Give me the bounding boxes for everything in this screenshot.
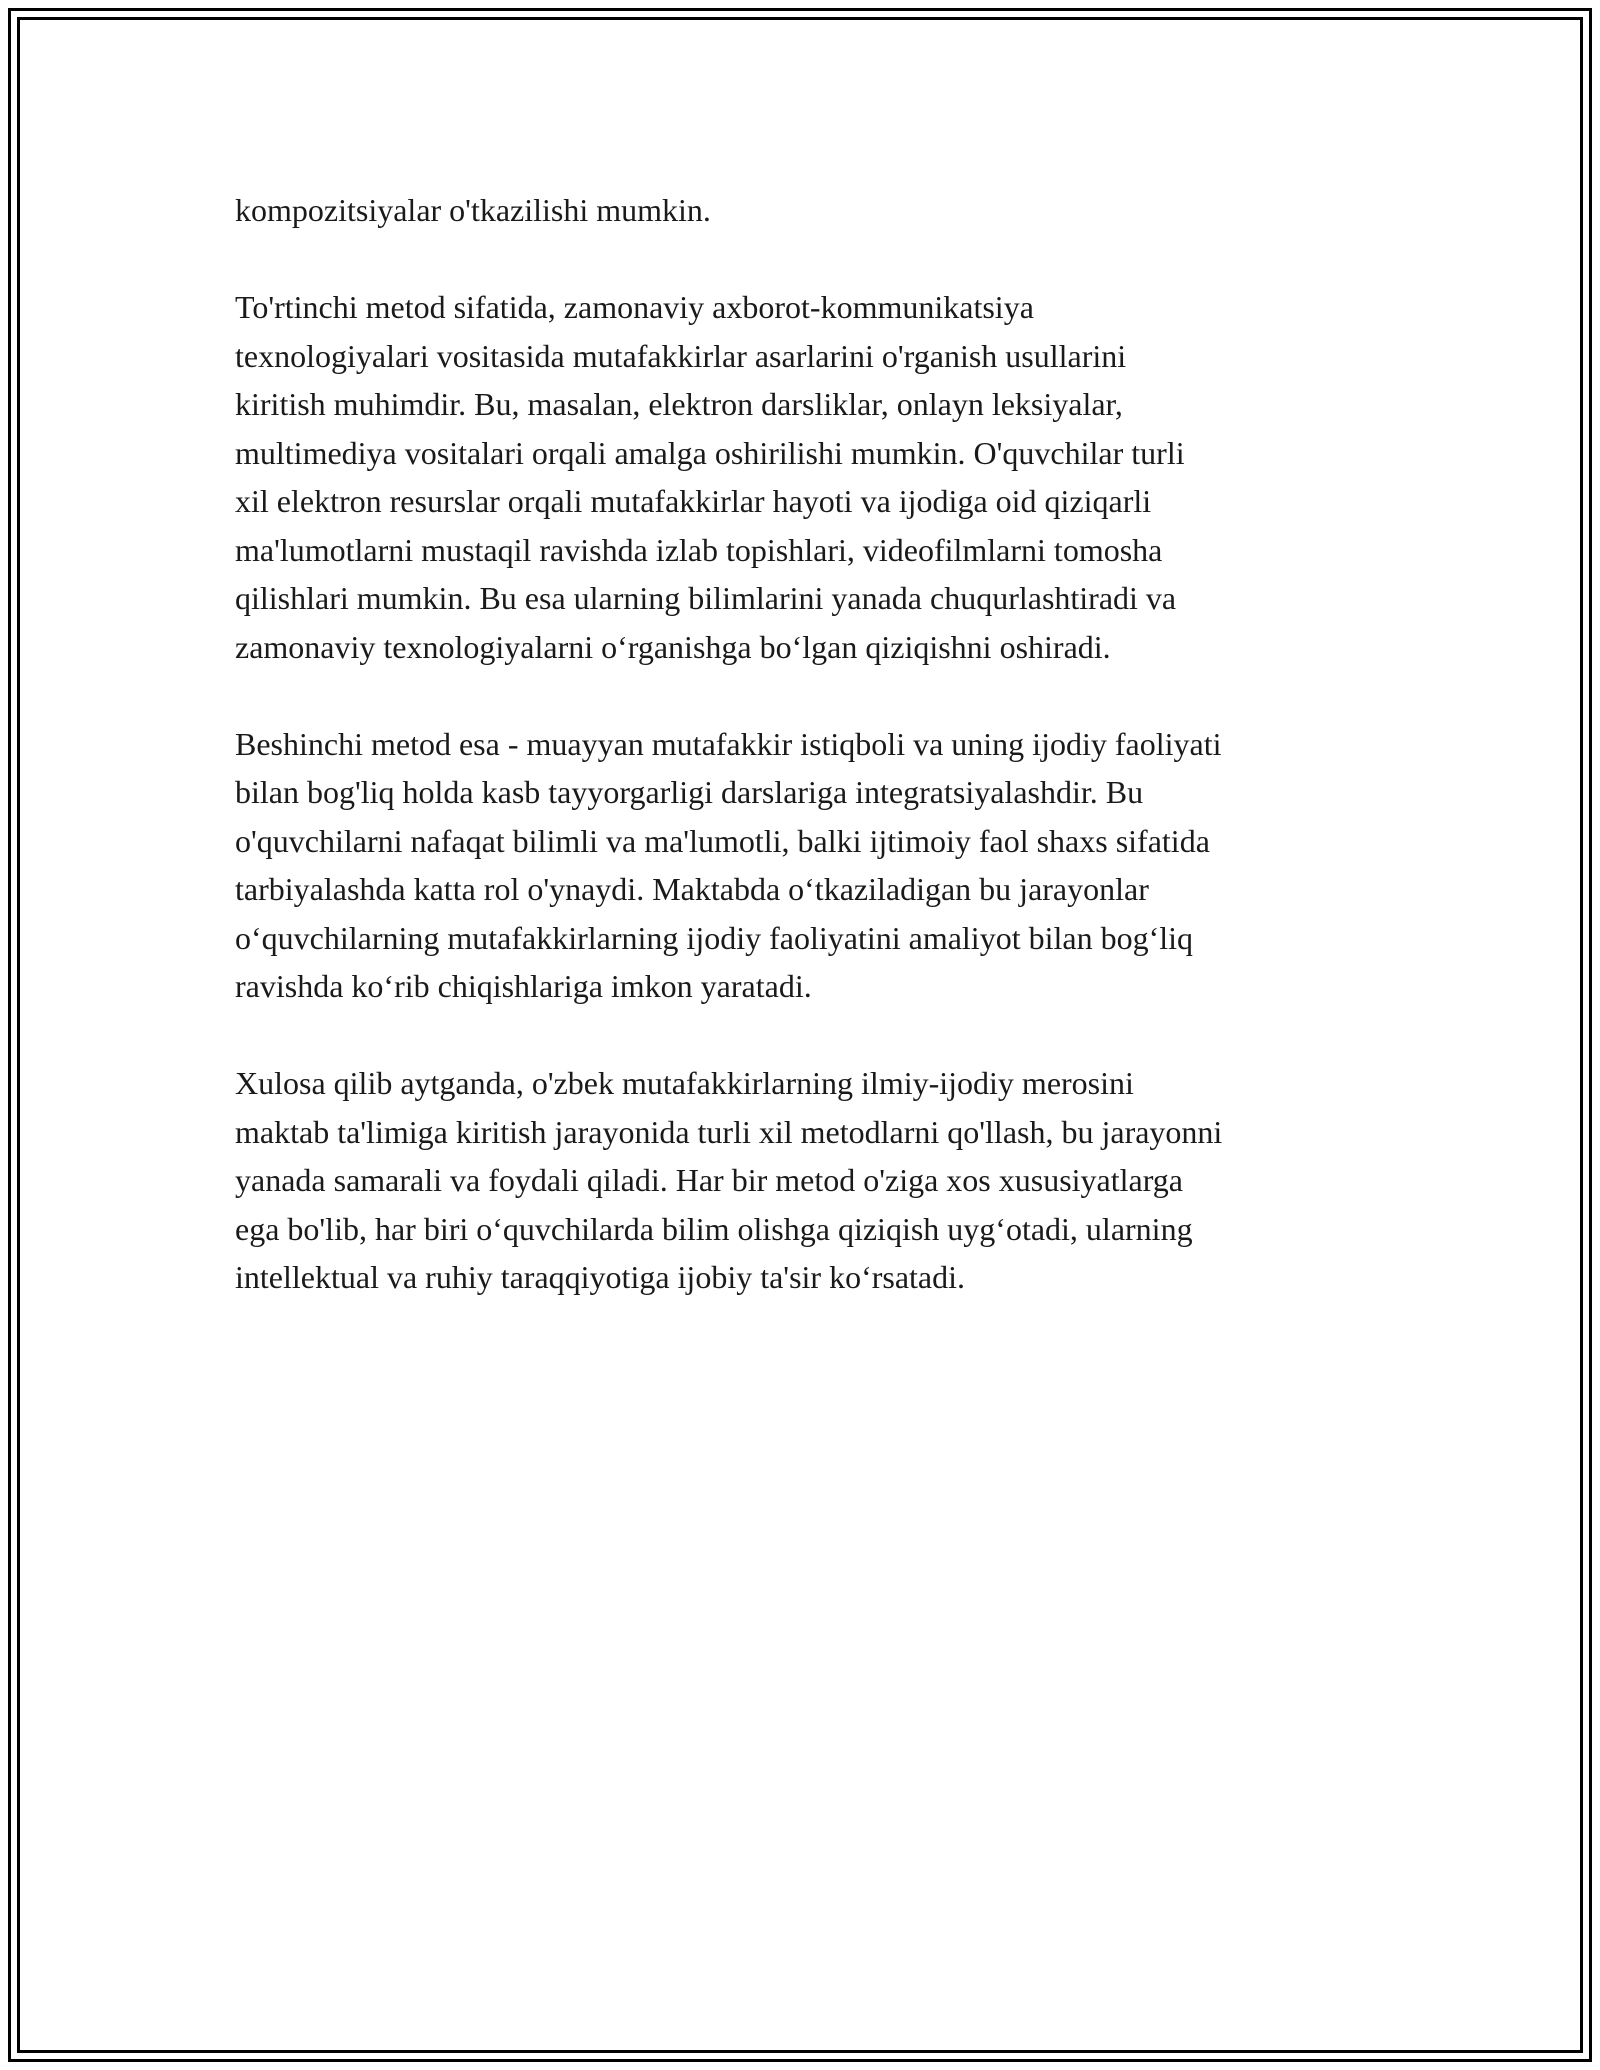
paragraph-conclusion: Xulosa qilib aytganda, o'zbek mutafakkirlarning ilmiy-ijodiy merosini maktab ta'limiga kiritish jarayonida turli xil metodlarni qo'llash, bu jarayonni yanada samarali va foydali qiladi. Har bir metod o'ziga xos xususiyatlarga ega bo'lib, har biri o‘quvchilarda bilim olishga qiziqish uyg‘otadi, ularning intellektual va ruhiy taraqqiyotiga ijobiy ta'sir ko‘rsatadi. (235, 1065, 1223, 1295)
paragraph-fifth-method: Beshinchi metod esa - muayyan mutafakkir istiqboli va uning ijodiy faoliyati bilan bog'liq holda kasb tayyorgarligi darslariga integratsiyalashdir. Bu o'quvchilarni nafaqat bilimli va ma'lumotli, balki ijtimoiy faol shaxs sifatida tarbiyalashda katta rol o'ynaydi. Maktabda o‘tkaziladigan bu jarayonlar o‘quvchilarning mutafakkirlarning ijodiy faoliyatini amaliyot bilan bog‘liq ravishda ko‘rib chiqishlariga imkon yaratadi. (235, 725, 1222, 1004)
paragraph-continuation: kompozitsiyalar o'tkazilishi mumkin. (235, 192, 711, 228)
document-body (235, 186, 1385, 1350)
paragraph-fourth-method: To'rtinchi metod sifatida, zamonaviy axborot-kommunikatsiya texnologiyalari vositasida mutafakkirlar asarlarini o'rganish usullarini kiritish muhimdir. Bu, masalan, elektron darsliklar, onlayn leksiyalar, multimediya vositalari orqali amalga oshirilishi mumkin. O'quvchilar turli xil elektron resurslar orqali mutafakkirlar hayoti va ijodiga oid qiziqarli ma'lumotlarni mustaqil ravishda izlab topishlari, videofilmlarni tomosha qilishlari mumkin. Bu esa ularning bilimlarini yanada chuqurlashtiradi va zamonaviy texnologiyalarni o‘rganishga bo‘lgan qiziqishni oshiradi. (235, 289, 1185, 665)
